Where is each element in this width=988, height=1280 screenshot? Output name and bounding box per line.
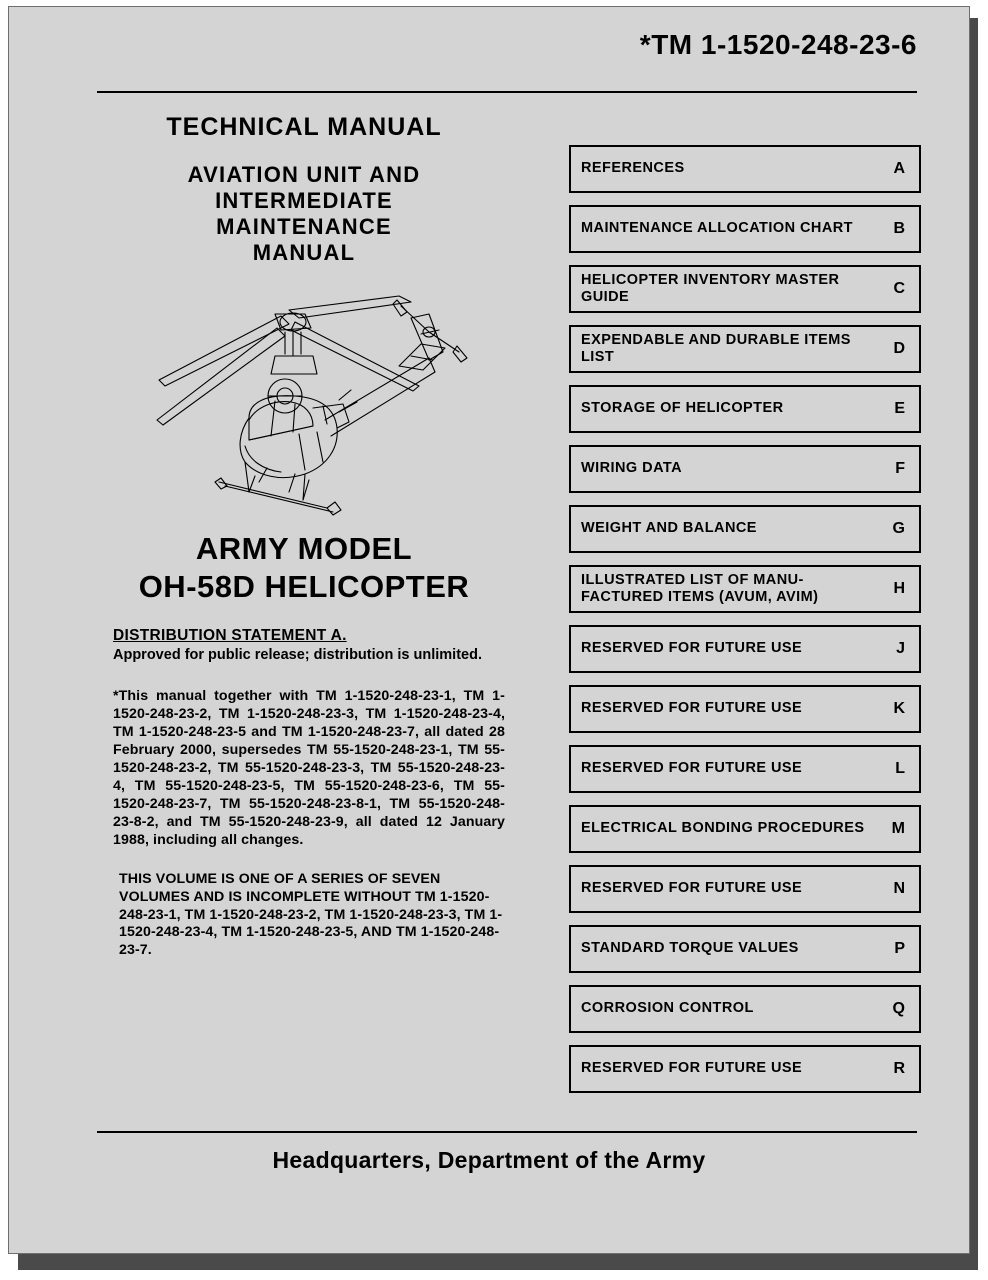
appendix-letter: F [895,460,905,477]
appendix-label: RESERVED FOR FUTURE USE [581,1060,803,1077]
distribution-statement [113,627,503,665]
appendix-label: STORAGE OF HELICOPTER [581,400,784,417]
appendix-letter: M [891,820,905,837]
appendix-label: MAINTENANCE ALLOCATION CHART [581,220,853,237]
appendix-item-a[interactable] [569,145,921,193]
appendix-label: STANDARD TORQUE VALUES [581,940,799,957]
subtitle-line-3: MAINTENANCE [216,213,392,239]
distribution-heading: DISTRIBUTION STATEMENT A. [113,626,347,644]
supersession-footnote: *This manual together with TM 1-1520-248-23-1, TM 1-1520-248-23-2, TM 1-1520-248-23-3, TM 1-1520-248-23-4, TM 1-1520-248-23-5 and TM 1-1520-248-23-7, all dated 28 February 2000, supersedes TM 55-1520-248-23-1, TM 55-1520-248-23-2, TM 55-1520-248-23-3, TM 55-1520-248-23-4, TM 55-1520-248-23-5, TM 55-1520-248-23-6, TM 55-1520-248-23-7, TM 55-1520-248-23-8-1, TM 55-1520-248-23-8-2, and TM 55-1520-248-23-9, all dated 12 January 1988, including all changes. [113,687,505,848]
appendix-letter: B [893,220,905,237]
appendix-letter: R [893,1060,905,1077]
appendix-label: RESERVED FOR FUTURE USE [581,700,803,717]
appendix-letter: N [893,880,905,897]
appendix-label: REFERENCES [581,160,685,177]
appendix-label: CORROSION CONTROL [581,1000,754,1017]
manual-cover-sheet [8,6,970,1254]
model-title-line-1: ARMY MODEL [195,530,413,566]
appendix-item-r[interactable] [569,1045,921,1093]
appendix-label: WEIGHT AND BALANCE [581,520,757,537]
appendix-item-h[interactable] [569,565,921,613]
appendix-letter: A [893,160,905,177]
appendix-label: RESERVED FOR FUTURE USE [581,640,803,657]
appendix-item-e[interactable] [569,385,921,433]
appendix-item-l[interactable] [569,745,921,793]
helicopter-illustration [99,270,509,520]
appendix-item-k[interactable] [569,685,921,733]
model-title-line-2: OH-58D HELICOPTER [138,568,470,604]
header-divider [97,91,917,93]
appendix-item-b[interactable] [569,205,921,253]
appendix-label: EXPENDABLE AND DURABLE ITEMS LIST [581,331,851,365]
appendix-letter: Q [892,1000,905,1017]
appendix-item-g[interactable] [569,505,921,553]
subtitle-line-2: INTERMEDIATE [215,187,393,213]
appendix-label: ELECTRICAL BONDING PROCEDURES [581,820,865,837]
page-title: TECHNICAL MANUAL [166,113,442,141]
appendix-item-m[interactable] [569,805,921,853]
publisher-footer: Headquarters, Department of the Army [272,1147,706,1173]
appendix-item-c[interactable] [569,265,921,313]
appendix-item-d[interactable] [569,325,921,373]
appendix-letter: L [895,760,905,777]
appendix-label: RESERVED FOR FUTURE USE [581,880,803,897]
document-number: *TM 1-1520-248-23-6 [639,29,917,60]
appendix-letter: K [893,700,905,717]
distribution-body: Approved for public release; distribution is unlimited. [113,646,482,663]
appendix-item-q[interactable] [569,985,921,1033]
appendix-letter: G [892,520,905,537]
cover-left-column [99,107,509,960]
appendix-label: RESERVED FOR FUTURE USE [581,760,803,777]
subtitle-line-1: AVIATION UNIT AND [187,162,421,187]
appendix-letter: H [893,580,905,597]
appendix-letter: P [894,940,905,957]
appendix-letter: J [896,640,905,657]
appendix-item-j[interactable] [569,625,921,673]
appendix-letter: E [894,400,905,417]
appendix-item-p[interactable] [569,925,921,973]
subtitle-line-4: MANUAL [252,239,356,265]
appendix-label: HELICOPTER INVENTORY MASTER GUIDE [581,271,840,305]
appendix-item-f[interactable] [569,445,921,493]
appendix-index [569,145,921,1105]
appendix-item-n[interactable] [569,865,921,913]
appendix-letter: C [893,280,905,297]
page-subtitle [99,162,509,266]
appendix-label: WIRING DATA [581,460,683,477]
footer-divider [97,1131,917,1133]
appendix-letter: D [893,340,905,357]
volume-series-note: THIS VOLUME IS ONE OF A SERIES OF SEVEN VOLUMES AND IS INCOMPLETE WITHOUT TM 1-1520-248-23-1, TM 1-1520-248-23-2, TM 1-1520-248-23-3, TM 1-1520-248-23-4, TM 1-1520-248-23-5, AND TM 1-1520-248-23-7. [119,870,503,959]
appendix-label: ILLUSTRATED LIST OF MANU-FACTURED ITEMS (AVUM, AVIM) [581,571,819,605]
